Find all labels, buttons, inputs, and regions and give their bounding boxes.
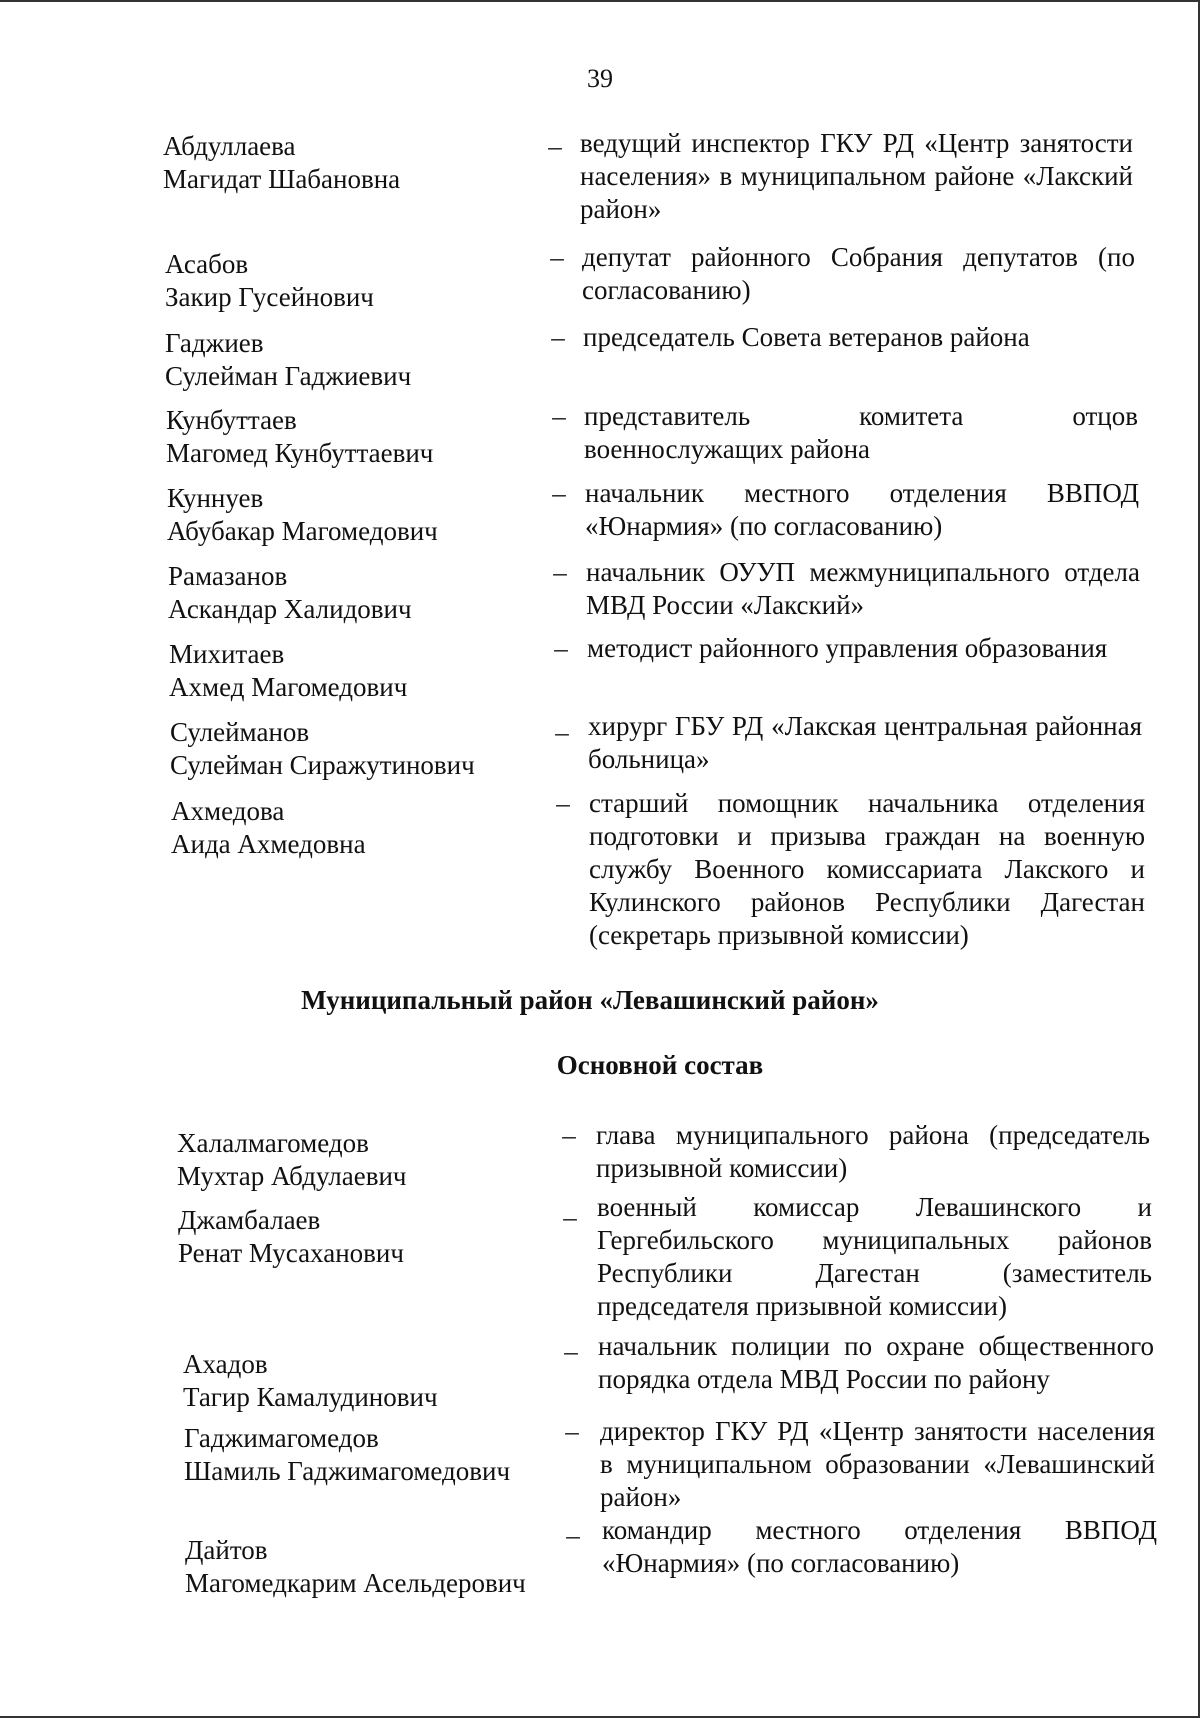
dash-separator: – [562,1120,576,1150]
member-surname: Рамазанов [168,561,288,591]
dash-separator: – [552,478,566,508]
member-name [178,1204,558,1270]
member-name [165,248,545,314]
section-title: Муниципальный район «Левашинский район» [301,985,879,1015]
member-given-names: Магидат Шабановна [163,164,401,194]
member-name [183,1348,563,1414]
member-name [165,327,545,393]
member-name [184,1422,564,1488]
member-given-names: Закир Гусейнович [165,282,374,312]
member-name [167,482,547,548]
member-name [177,1127,557,1193]
member-surname: Ахмедова [171,796,285,826]
member-given-names: Абубакар Магомедович [167,516,438,546]
dash-separator: – [556,788,570,818]
dash-separator: – [555,717,569,747]
dash-separator: – [563,1202,577,1232]
member-position: старший помощник начальника отделения подготовки и призыва граждан на военную службу Военного комиссариата Лакского и Кулинского районов Республики Дагестан (секретарь призывной комиссии) [589,788,1145,950]
dash-separator: – [548,131,562,161]
member-position: методист районного управления образования [587,633,1108,663]
member-position: начальник местного отделения ВВПОД «Юнармия» (по согласованию) [585,478,1139,541]
member-position: директор ГКУ РД «Центр занятости населения в муниципальном образовании «Левашинский район» [600,1416,1155,1512]
member-position: председатель Совета ветеранов района [583,322,1030,352]
member-position: депутат районного Собрания депутатов (по согласованию) [582,242,1135,305]
dash-separator: – [552,401,566,431]
member-name [171,795,551,861]
member-surname: Джамбалаев [178,1205,321,1235]
member-name [169,638,549,704]
dash-separator: – [565,1416,579,1446]
member-given-names: Сулейман Гаджиевич [165,361,412,391]
member-surname: Сулейманов [170,717,310,747]
member-given-names: Тагир Камалудинович [183,1382,438,1412]
dash-separator: – [550,242,564,272]
member-given-names: Магомед Кунбуттаевич [166,438,434,468]
member-name [168,560,548,626]
member-surname: Гаджиев [165,328,264,358]
member-surname: Асабов [165,249,249,279]
member-surname: Куннуев [167,483,264,513]
page-number: 39 [587,64,613,93]
member-given-names: Шамиль Гаджимагомедович [184,1456,511,1486]
member-given-names: Ренат Мусаханович [178,1238,404,1268]
section-subtitle: Основной состав [556,1050,764,1080]
member-surname: Михитаев [169,639,285,669]
member-position: командир местного отделения ВВПОД «Юнармия» (по согласованию) [602,1515,1157,1578]
member-position: представитель комитета отцов военнослужащих района [584,401,1138,464]
member-name [163,130,543,196]
member-surname: Халалмагомедов [177,1128,369,1158]
member-name [170,716,550,782]
member-given-names: Ахмед Магомедович [169,672,408,702]
member-surname: Дайтов [185,1535,268,1565]
member-given-names: Аскандар Халидович [168,594,412,624]
member-given-names: Магомедкарим Асельдерович [185,1568,526,1598]
member-surname: Гаджимагомедов [184,1423,379,1453]
member-name [166,404,546,470]
member-surname: Абдуллаева [163,131,296,161]
member-position: хирург ГБУ РД «Лакская центральная районная больница» [588,711,1142,774]
member-position: ведущий инспектор ГКУ РД «Центр занятости населения» в муниципальном районе «Лакский район» [580,128,1133,224]
member-given-names: Сулейман Сиражутинович [170,750,475,780]
dash-separator: – [566,1520,580,1550]
dash-separator: – [553,557,567,587]
member-given-names: Мухтар Абдулаевич [177,1161,407,1191]
dash-separator: – [564,1336,578,1366]
member-given-names: Аида Ахмедовна [171,829,366,859]
member-position: глава муниципального района (председатель призывной комиссии) [596,1120,1150,1183]
member-name [185,1534,565,1600]
member-surname: Ахадов [183,1349,268,1379]
dash-separator: – [554,633,568,663]
member-position: военный комиссар Левашинского и Гергебильского муниципальных районов Республики Дагестан (заместитель председателя призывной комиссии) [597,1192,1152,1321]
member-position: начальник ОУУП межмуниципального отдела МВД России «Лакский» [586,557,1140,620]
member-position: начальник полиции по охране общественного порядка отдела МВД России по району [598,1331,1154,1394]
scan-edge-top [0,0,1200,2]
member-surname: Кунбуттаев [166,405,297,435]
dash-separator: – [551,322,565,352]
